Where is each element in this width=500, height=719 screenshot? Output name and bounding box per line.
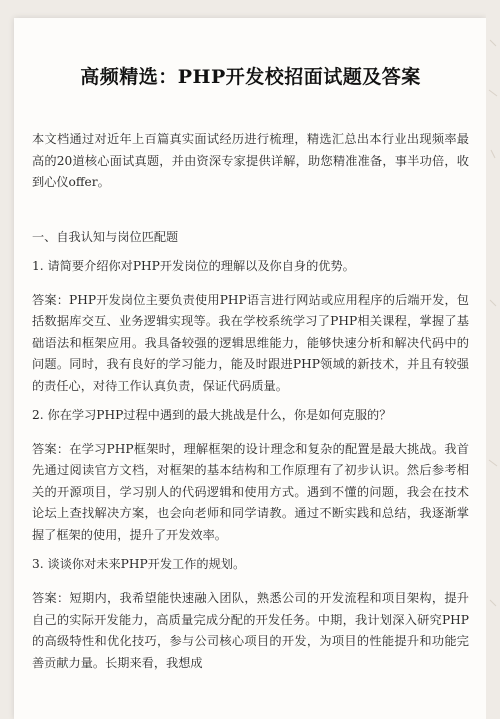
- intro-paragraph: 本文档通过对近年上百篇真实面试经历进行梳理，精选汇总出本行业出现频率最高的20道核心面试真题，并由资深专家提供详解，助您精准准备，事半功倍，收到心仪offer。: [32, 132, 469, 189]
- answer-text: 答案：在学习PHP框架时，理解框架的设计理念和复杂的配置是最大挑战。我首先通过阅读官方文档，对框架的基本结构和工作原理有了初步认识。然后参考相关的开源项目，学习别人的代码逻辑和使用方式。遇到不懂的问题，我会在技术论坛上查找解决方案，也会向老师和同学请教。通过不断实践和总结，我逐渐掌握了框架的使用，提升了开发效率。: [32, 441, 469, 542]
- qa-item: [32, 256, 469, 397]
- qa-item: [32, 554, 469, 674]
- question-text: 1. 请简要介绍你对PHP开发岗位的理解以及你自身的优势。: [32, 259, 355, 273]
- decorative-border: [486, 0, 500, 719]
- question-text: 3. 谈谈你对未来PHP开发工作的规划。: [32, 557, 246, 572]
- document-page: [14, 18, 486, 719]
- question-text: 2. 你在学习PHP过程中遇到的最大挑战是什么，你是如何克服的？: [32, 408, 392, 423]
- answer-text: 答案：短期内，我希望能快速融入团队，熟悉公司的开发流程和项目架构，提升自己的实际开发能力，高质量完成分配的开发任务。中期，我计划深入研究PHP的高级特性和优化技巧，参与公司核心项目的开发，为项目的性能提升和功能完善贡献力量。长期来看，我想成: [32, 591, 469, 670]
- section-heading: 一、自我认知与岗位匹配题: [32, 229, 179, 244]
- document-title: 高频精选：PHP开发校招面试题及答案: [80, 66, 421, 88]
- qa-item: [32, 405, 469, 546]
- document-content: [32, 18, 469, 674]
- answer-text: 答案：PHP开发岗位主要负责使用PHP语言进行网站或应用程序的后端开发，包括数据库交互、业务逻辑实现等。我在学校系统学习了PHP相关课程，掌握了基础语法和框架应用。我具备较强的逻辑思维能力，能够快速分析和解决代码中的问题。同时，我有良好的学习能力，能及时跟进PHP领域的新技术，并且有较强的责任心，对待工作认真负责，保证代码质量。: [32, 292, 469, 393]
